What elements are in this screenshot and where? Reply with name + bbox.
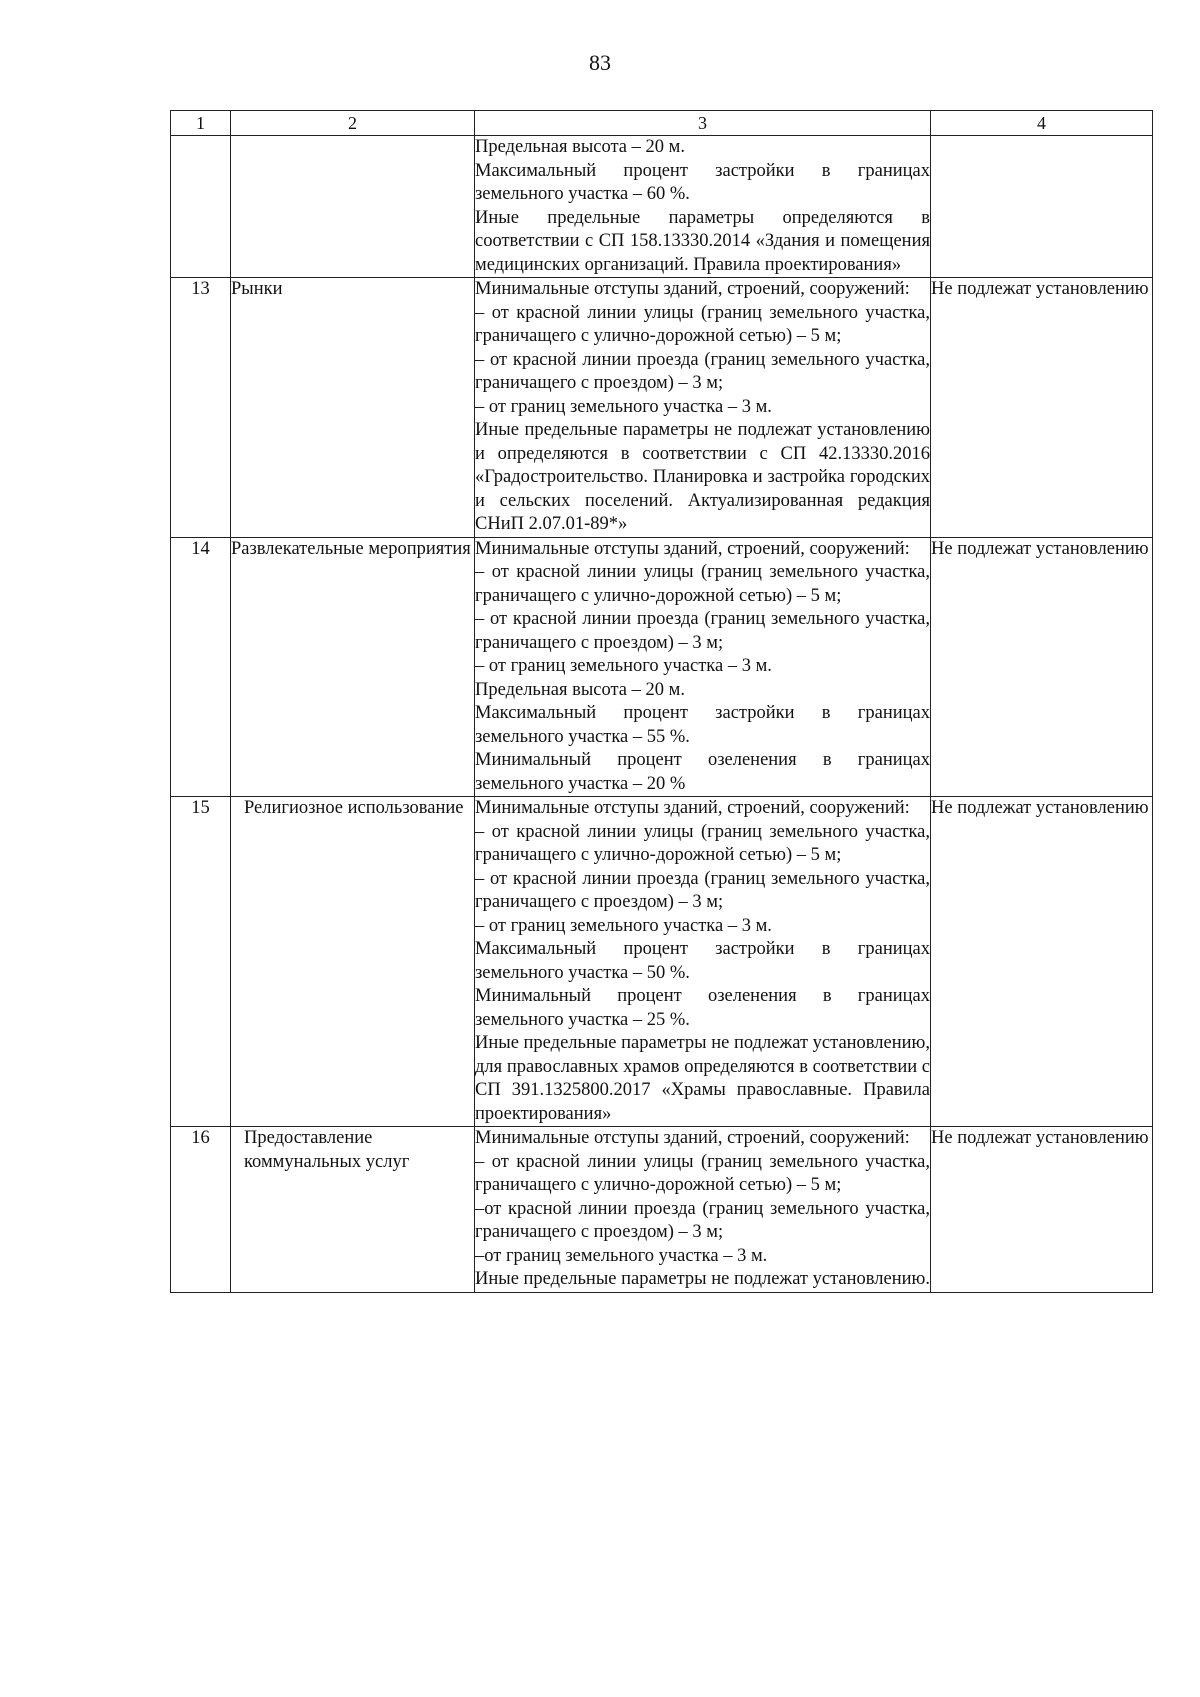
header-row xyxy=(171,111,1153,136)
restrictions-cell: Не подлежат установлению xyxy=(931,278,1153,538)
parameters-cell xyxy=(475,136,931,278)
restrictions-cell: Не подлежат установлению xyxy=(931,797,1153,1127)
parameter-line: Минимальный процент озеленения в границах земельного участка – 25 %. xyxy=(475,986,930,1030)
parameter-line: – от красной линии улицы (границ земельного участка, граничащего с улично-дорожной сетью) – 5 м; xyxy=(475,1151,930,1195)
row-number: 15 xyxy=(171,797,231,1127)
use-type-name: Предоставление коммунальных услуг xyxy=(231,1127,475,1293)
parameter-line: Иные предельные параметры не подлежат установлению и определяются в соответствии с СП 42.13330.2016 «Градостроительство. Планировка и застройка городских и сельских поселений. Актуализированная редакция СНиП 2.07.01-89*» xyxy=(475,420,930,534)
parameter-line: – от границ земельного участка – 3 м. xyxy=(475,915,772,936)
parameter-line: –от границ земельного участка – 3 м. xyxy=(475,1245,768,1266)
table-row xyxy=(171,797,1153,1127)
table-row xyxy=(171,1127,1153,1293)
restrictions-cell: Не подлежат установлению xyxy=(931,537,1153,797)
parameter-line: Минимальные отступы зданий, строений, сооружений: xyxy=(475,279,910,299)
parameter-line: Иные предельные параметры определяются в соответствии с СП 158.13330.2014 «Здания и помещения медицинских организаций. Правила проектирования» xyxy=(475,207,930,275)
row-number: 13 xyxy=(171,278,231,538)
parameter-line: Иные предельные параметры не подлежат установлению. xyxy=(475,1269,930,1289)
parameter-line: Минимальные отступы зданий, строений, сооружений: xyxy=(475,1128,910,1148)
parameter-line: – от красной линии улицы (границ земельного участка, граничащего с улично-дорожной сетью) – 5 м; xyxy=(475,302,930,346)
parameter-line: Минимальный процент озеленения в границах земельного участка – 20 % xyxy=(475,750,930,794)
parameter-line: Максимальный процент застройки в границах земельного участка – 60 %. xyxy=(475,160,930,204)
table-row xyxy=(171,537,1153,797)
header-col-1: 1 xyxy=(171,111,231,136)
parameter-line: – от границ земельного участка – 3 м. xyxy=(475,396,772,417)
parameter-line: –от красной линии проезда (границ земельного участка, граничащего с проездом) – 3 м; xyxy=(475,1198,930,1242)
parameter-line: Максимальный процент застройки в границах земельного участка – 50 %. xyxy=(475,939,930,983)
parameter-line: Минимальные отступы зданий, строений, сооружений: xyxy=(475,538,910,559)
parameters-cell xyxy=(475,797,931,1127)
parameters-cell xyxy=(475,278,931,538)
header-col-3: 3 xyxy=(475,111,931,136)
zoning-parameters-table xyxy=(170,110,1153,1293)
parameter-line: – от красной линии проезда (границ земельного участка, граничащего с проездом) – 3 м; xyxy=(475,349,930,393)
header-col-2: 2 xyxy=(231,111,475,136)
table-row xyxy=(171,136,1153,278)
use-type-name xyxy=(231,136,475,278)
parameter-line: Максимальный процент застройки в границах земельного участка – 55 %. xyxy=(475,703,930,747)
parameter-line: Минимальные отступы зданий, строений, сооружений: xyxy=(475,798,910,818)
use-type-name: Религиозное использование xyxy=(231,797,475,1127)
header-col-4: 4 xyxy=(931,111,1153,136)
parameter-line: – от красной линии проезда (границ земельного участка, граничащего с проездом) – 3 м; xyxy=(475,868,930,912)
parameter-line: Иные предельные параметры не подлежат установлению, для православных храмов определяются в соответствии с СП 391.1325800.2017 «Храмы православные. Правила проектирования» xyxy=(475,1033,930,1124)
parameters-cell xyxy=(475,1127,931,1293)
page-number: 83 xyxy=(589,50,611,75)
parameters-cell xyxy=(475,537,931,797)
parameter-line: – от границ земельного участка – 3 м. xyxy=(475,656,772,676)
parameter-line: Предельная высота – 20 м. xyxy=(475,137,685,157)
parameter-line: Предельная высота – 20 м. xyxy=(475,679,685,700)
parameter-line: – от красной линии улицы (границ земельного участка, граничащего с улично-дорожной сетью) – 5 м; xyxy=(475,562,930,606)
restrictions-cell: Не подлежат установлению xyxy=(931,1127,1153,1293)
parameter-line: – от красной линии улицы (границ земельного участка, граничащего с улично-дорожной сетью) – 5 м; xyxy=(475,821,930,865)
parameter-line: – от красной линии проезда (границ земельного участка, граничащего с проездом) – 3 м; xyxy=(475,609,930,653)
use-type-name: Рынки xyxy=(231,278,475,538)
restrictions-cell xyxy=(931,136,1153,278)
row-number: 16 xyxy=(171,1127,231,1293)
table-row xyxy=(171,278,1153,538)
row-number: 14 xyxy=(171,537,231,797)
row-number xyxy=(171,136,231,278)
use-type-name: Развлекательные мероприятия xyxy=(231,537,475,797)
